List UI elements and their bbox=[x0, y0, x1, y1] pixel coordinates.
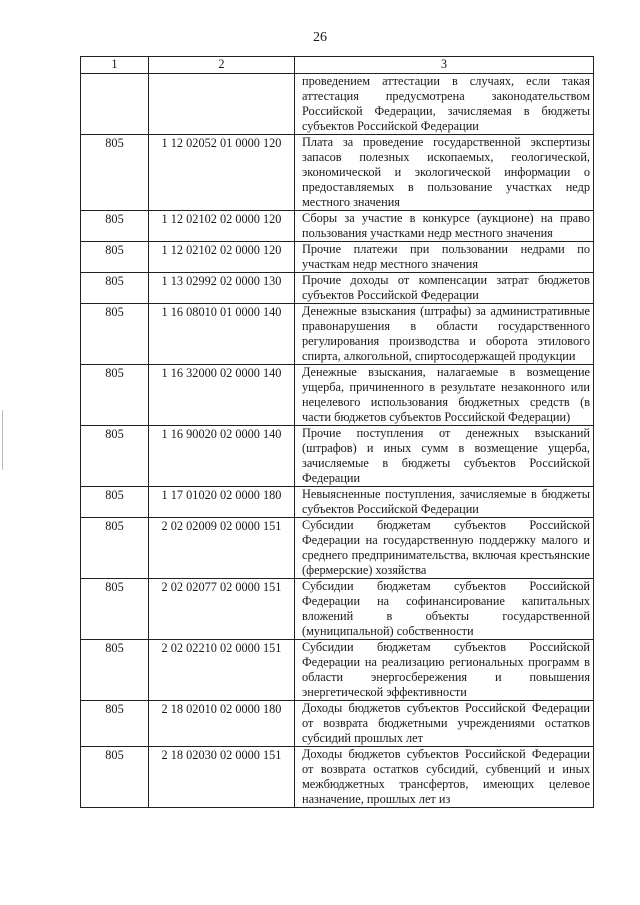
admin-code-cell: 805 bbox=[81, 135, 149, 211]
revenue-codes-table bbox=[80, 56, 594, 808]
table-row bbox=[81, 747, 594, 808]
table-row bbox=[81, 701, 594, 747]
admin-code-cell: 805 bbox=[81, 701, 149, 747]
admin-code-cell: 805 bbox=[81, 579, 149, 640]
classification-code-cell: 1 16 32000 02 0000 140 bbox=[149, 365, 295, 426]
classification-code-cell: 2 02 02210 02 0000 151 bbox=[149, 640, 295, 701]
classification-code-cell bbox=[149, 74, 295, 135]
description-cell: Прочие поступления от денежных взысканий (штрафов) и иных сумм в возмещение ущерба, зачисляемые в бюджеты субъектов Российской Федерации bbox=[295, 426, 594, 487]
admin-code-cell: 805 bbox=[81, 640, 149, 701]
classification-code-cell: 1 12 02102 02 0000 120 bbox=[149, 242, 295, 273]
description-cell: Денежные взыскания (штрафы) за административные правонарушения в области государственного регулирования производства и оборота этилового спирта, алкогольной, спиртосодержащей продукции bbox=[295, 304, 594, 365]
description-cell: Субсидии бюджетам субъектов Российской Федерации на реализацию региональных программ в области энергосбережения и повышения энергетической эффективности bbox=[295, 640, 594, 701]
table-row bbox=[81, 518, 594, 579]
admin-code-cell: 805 bbox=[81, 747, 149, 808]
classification-code-cell: 1 16 08010 01 0000 140 bbox=[149, 304, 295, 365]
table-row bbox=[81, 74, 594, 135]
table-row bbox=[81, 365, 594, 426]
admin-code-cell: 805 bbox=[81, 211, 149, 242]
admin-code-cell bbox=[81, 74, 149, 135]
description-cell: Доходы бюджетов субъектов Российской Федерации от возврата остатков субсидий, субвенций и иных межбюджетных трансфертов, имеющих целевое назначение, прошлых лет из bbox=[295, 747, 594, 808]
scan-edge-mark bbox=[2, 410, 3, 470]
admin-code-cell: 805 bbox=[81, 304, 149, 365]
classification-code-cell: 1 16 90020 02 0000 140 bbox=[149, 426, 295, 487]
table-header-row bbox=[81, 57, 594, 74]
classification-code-cell: 1 13 02992 02 0000 130 bbox=[149, 273, 295, 304]
table-row bbox=[81, 426, 594, 487]
description-cell: Плата за проведение государственной экспертизы запасов полезных ископаемых, геологической, экономической и экологической информации о предоставляемых в пользование участках недр местного значения bbox=[295, 135, 594, 211]
classification-code-cell: 2 18 02030 02 0000 151 bbox=[149, 747, 295, 808]
description-cell: Доходы бюджетов субъектов Российской Федерации от возврата бюджетными учреждениями остатков субсидий прошлых лет bbox=[295, 701, 594, 747]
description-cell: Прочие доходы от компенсации затрат бюджетов субъектов Российской Федерации bbox=[295, 273, 594, 304]
table-row bbox=[81, 579, 594, 640]
description-cell: Денежные взыскания, налагаемые в возмещение ущерба, причиненного в результате незаконного или нецелевого использования бюджетных средств (в части бюджетов субъектов Российской Федерации) bbox=[295, 365, 594, 426]
admin-code-cell: 805 bbox=[81, 518, 149, 579]
description-cell: Невыясненные поступления, зачисляемые в бюджеты субъектов Российской Федерации bbox=[295, 487, 594, 518]
admin-code-cell: 805 bbox=[81, 242, 149, 273]
classification-code-cell: 1 17 01020 02 0000 180 bbox=[149, 487, 295, 518]
description-cell: проведением аттестации в случаях, если такая аттестация предусмотрена законодательством Российской Федерации, зачисляемая в бюджеты субъектов Российской Федерации bbox=[295, 74, 594, 135]
classification-code-cell: 2 02 02009 02 0000 151 bbox=[149, 518, 295, 579]
table-row bbox=[81, 304, 594, 365]
table-row bbox=[81, 640, 594, 701]
table-row bbox=[81, 487, 594, 518]
description-cell: Субсидии бюджетам субъектов Российской Федерации на софинансирование капитальных вложений в объекты государственной (муниципальной) собственности bbox=[295, 579, 594, 640]
table-row bbox=[81, 211, 594, 242]
table-row bbox=[81, 273, 594, 304]
table-row bbox=[81, 242, 594, 273]
description-cell: Прочие платежи при пользовании недрами по участкам недр местного значения bbox=[295, 242, 594, 273]
description-cell: Сборы за участие в конкурсе (аукционе) на право пользования участками недр местного значения bbox=[295, 211, 594, 242]
column-header-3: 3 bbox=[295, 57, 594, 74]
admin-code-cell: 805 bbox=[81, 426, 149, 487]
table-row bbox=[81, 135, 594, 211]
table-body bbox=[81, 74, 594, 808]
admin-code-cell: 805 bbox=[81, 487, 149, 518]
column-header-1: 1 bbox=[81, 57, 149, 74]
page-number: 26 bbox=[313, 30, 327, 45]
column-header-2: 2 bbox=[149, 57, 295, 74]
admin-code-cell: 805 bbox=[81, 273, 149, 304]
classification-code-cell: 2 02 02077 02 0000 151 bbox=[149, 579, 295, 640]
classification-code-cell: 1 12 02052 01 0000 120 bbox=[149, 135, 295, 211]
admin-code-cell: 805 bbox=[81, 365, 149, 426]
description-cell: Субсидии бюджетам субъектов Российской Федерации на государственную поддержку малого и среднего предпринимательства, включая крестьянские (фермерские) хозяйства bbox=[295, 518, 594, 579]
classification-code-cell: 2 18 02010 02 0000 180 bbox=[149, 701, 295, 747]
classification-code-cell: 1 12 02102 02 0000 120 bbox=[149, 211, 295, 242]
